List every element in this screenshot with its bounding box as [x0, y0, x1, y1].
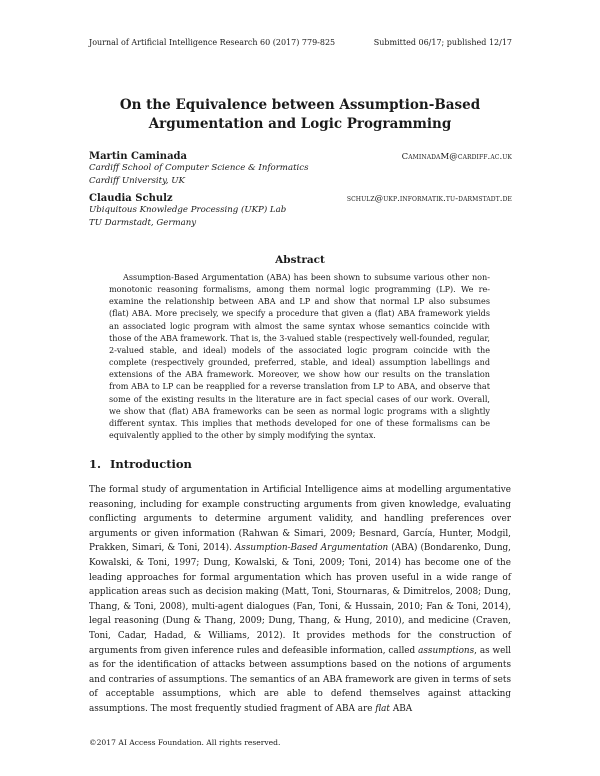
- emphasis: Assumption-Based Argumentation: [234, 543, 389, 554]
- section-number: 1.: [89, 457, 102, 471]
- submission-dates: Submitted 06/17; published 12/17: [373, 38, 512, 47]
- author-email: schulz@ukp.informatik.tu-darmstadt.de: [346, 194, 512, 204]
- author-email: CaminadaM@cardiff.ac.uk: [401, 152, 512, 162]
- author-affiliation: Ubiquitous Knowledge Processing (UKP) Lab: [89, 205, 287, 215]
- paper-title: [60, 96, 540, 134]
- text-run: , as well as for the identification of attacks between assumptions based on the notions of arguments and contraries of assumptions. The semantics of an ABA framework are given in terms of sets of acceptable assumptions, which are able to defend themselves against attacking assumptions. The most frequently studied fragment of ABA are: [89, 645, 511, 714]
- author-name: Claudia Schulz: [89, 193, 173, 204]
- emphasis: assumptions: [418, 645, 475, 656]
- abstract-heading: Abstract: [275, 254, 325, 266]
- copyright-footer: ©2017 AI Access Foundation. All rights reserved.: [89, 738, 281, 747]
- introduction-paragraph: [89, 483, 511, 717]
- author-block-1: [89, 151, 512, 187]
- text-run: ABA: [392, 703, 413, 714]
- running-header: [89, 38, 512, 47]
- text-run: (ABA) (Bondarenko, Dung, Kowalski, & Toni, 1997; Dung, Kowalski, & Toni, 2009; Toni, 2014) has become one of the leading approaches for formal argumentation which has proven useful in a wide range of application areas such as decision making (Matt, Toni, Stournaras, & Dimitrelos, 2008; Dung, Thang, & Toni, 2008), multi-agent dialogues (Fan, Toni, & Hussain, 2010; Fan & Toni, 2014), legal reasoning (Dung & Thang, 2009; Dung, Thang, & Hung, 2010), and medicine (Craven, Toni, Cadar, Hadad, & Williams, 2012). It provides methods for the construction of arguments from given inference rules and defeasible information, called: [89, 543, 511, 656]
- title-line-1: On the Equivalence between Assumption-Based: [119, 97, 481, 113]
- author-affiliation: Cardiff School of Computer Science & Informatics: [89, 163, 309, 173]
- section-title: Introduction: [110, 457, 192, 471]
- section-heading: [89, 457, 192, 471]
- author-affiliation: Cardiff University, UK: [89, 175, 185, 186]
- text-run: The formal study of argumentation in Artificial Intelligence aims at modelling argumentative reasoning, including for example constructing arguments from given knowledge, evaluating conflicting arguments to determine argument validity, and handling preferences over arguments or given information (Rahwan & Simari, 2009; Besnard, García, Hunter, Modgil, Prakken, Simari, & Toni, 2014).: [89, 485, 511, 554]
- author-name: Martin Caminada: [89, 151, 188, 162]
- abstract-text: Assumption-Based Argumentation (ABA) has been shown to subsume various other non-monotonic reasoning formalisms, among them normal logic programming (LP). We re-examine the relationship between ABA and LP and show that normal LP also subsumes (flat) ABA. More precisely, we specify a procedure that given a (flat) ABA framework yields an associated logic program with almost the same syntax whose semantics coincide with those of the ABA framework. That is, the 3-valued stable (respectively well-founded, regular, 2-valued stable, and ideal) models of the associated logic program coincide with the complete (respectively grounded, preferred, stable, and ideal) assumption labellings and extensions of the ABA framework. Moreover, we show how our results on the translation from ABA to LP can be reapplied for a reverse translation from LP to ABA, and observe that some of the existing results in the literature are in fact special cases of our work. Overall, we show that (flat) ABA frameworks can be seen as normal logic programs with a slightly different syntax. This implies that methods developed for one of these formalisms can be equivalently applied to the other by simply modifying the syntax.: [109, 272, 490, 441]
- journal-citation: Journal of Artificial Intelligence Research 60 (2017) 779-825: [89, 38, 336, 47]
- title-line-2: Argumentation and Logic Programming: [148, 116, 452, 132]
- author-affiliation: TU Darmstadt, Germany: [89, 217, 197, 228]
- author-block-2: [89, 193, 512, 229]
- emphasis: flat: [375, 703, 390, 714]
